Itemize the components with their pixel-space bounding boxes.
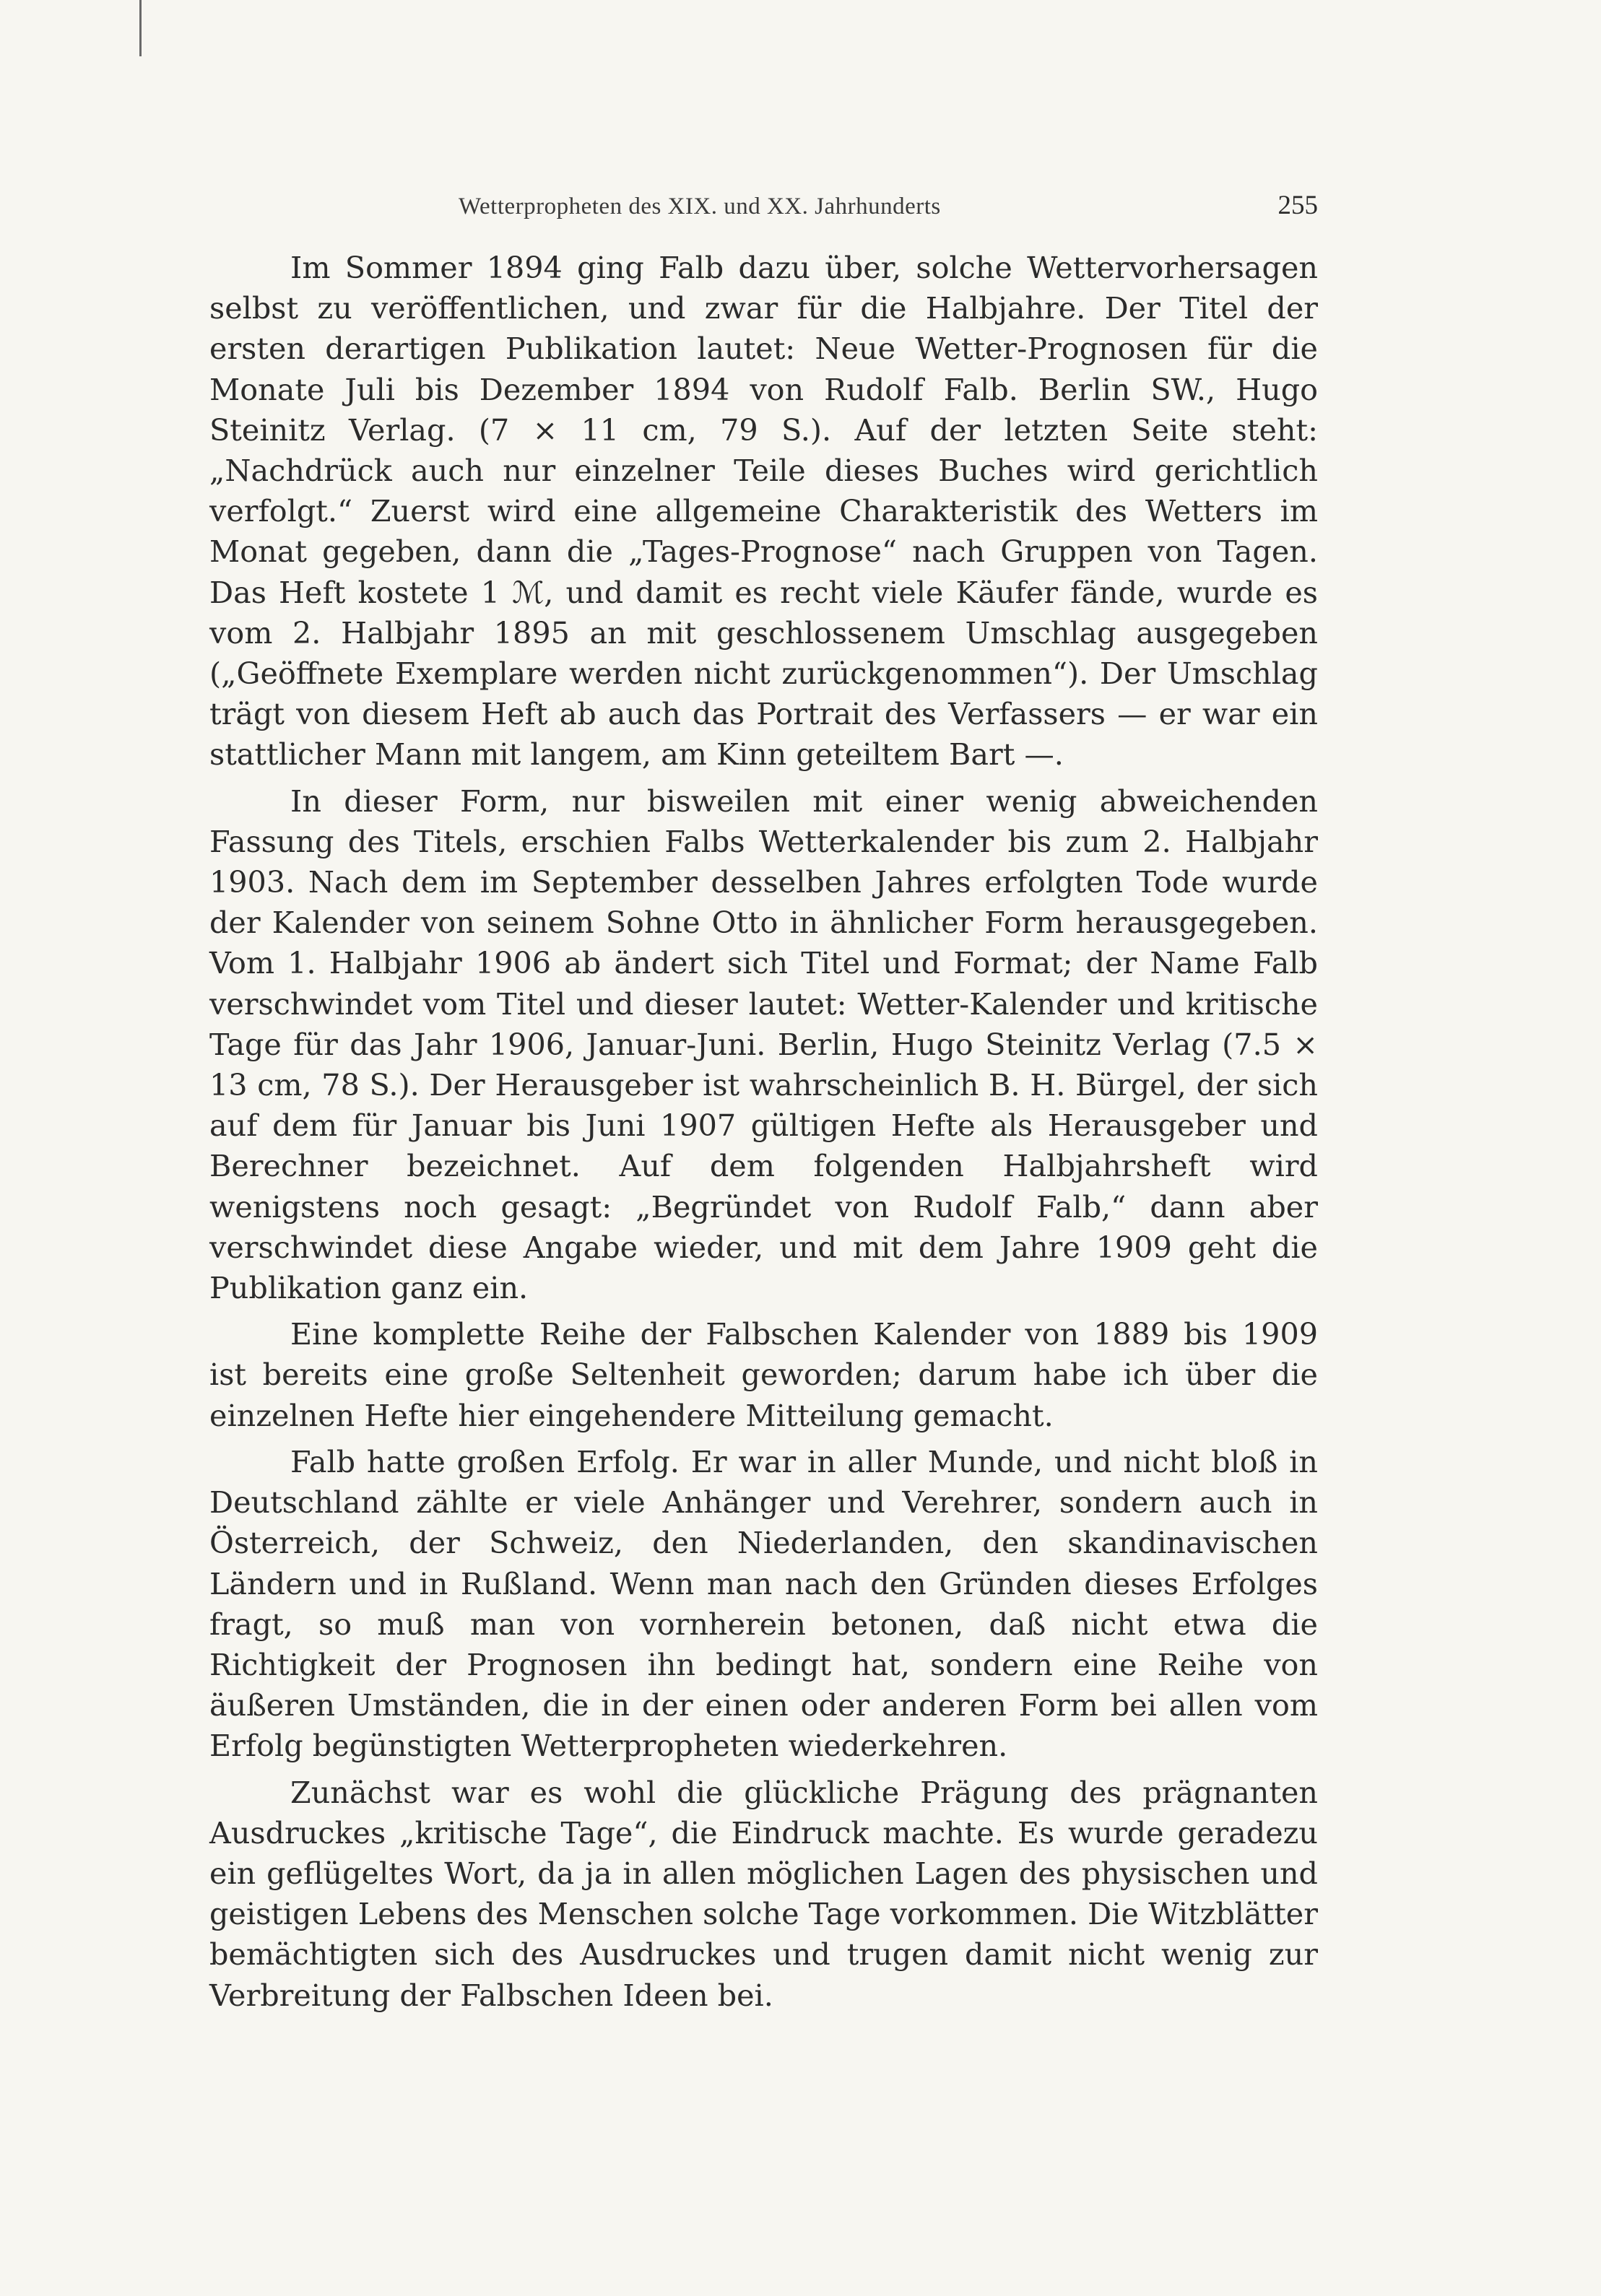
paragraph-4: Falb hatte großen Erfolg. Er war in aller Munde, und nicht bloß in Deutschland zählte er viele Anhänger und Verehrer, sondern auch in Österreich, der Schweiz, den Niederlanden, den skandinavischen Ländern und in Rußland. Wenn man nach den Gründen dieses Erfolges fragt, so muß man von vornherein betonen, daß nicht etwa die Richtigkeit der Prognosen ihn bedingt hat, sondern eine Reihe von äußeren Umständen, die in der einen oder anderen Form bei allen vom Erfolg begünstigten Wetterpropheten wiederkehren.: [209, 1444, 1318, 1764]
paragraph-5: Zunächst war es wohl die glückliche Prägung des prägnanten Ausdruckes „kritische Tage“, die Eindruck machte. Es wurde geradezu ein geflügeltes Wort, da ja in allen möglichen Lagen des physischen und geistigen Lebens des Menschen solche Tage vorkommen. Die Witzblätter bemächtigten sich des Ausdruckes und trugen damit nicht wenig zur Verbreitung der Falbschen Ideen bei.: [209, 1775, 1318, 2013]
body-text: [209, 248, 1318, 2022]
page-header: [209, 190, 1318, 226]
running-head: Wetterpropheten des XIX. und XX. Jahrhunderts: [459, 193, 941, 219]
paragraph-2: In dieser Form, nur bisweilen mit einer wenig abweichenden Fassung des Titels, erschien Falbs Wetterkalender bis zum 2. Halbjahr 1903. Nach dem im September desselben Jahres erfolgten Tode wurde der Kalender von seinem Sohne Otto in ähnlicher Form herausgegeben. Vom 1. Halbjahr 1906 ab ändert sich Titel und Format; der Name Falb verschwindet vom Titel und dieser lautet: Wetter-Kalender und kritische Tage für das Jahr 1906, Januar-Juni. Berlin, Hugo Steinitz Verlag (7.5 × 13 cm, 78 S.). Der Herausgeber ist wahrscheinlich B. H. Bürgel, der sich auf dem für Januar bis Juni 1907 gültigen Hefte als Herausgeber und Berechner bezeichnet. Auf dem folgenden Halbjahrsheft wird wenigstens noch gesagt: „Begründet von Rudolf Falb,“ dann aber verschwindet diese Angabe wieder, und mit dem Jahre 1909 geht die Publikation ganz ein.: [209, 783, 1318, 1306]
page-number: 255: [1277, 191, 1318, 220]
paragraph-1: Im Sommer 1894 ging Falb dazu über, solche Wettervorhersagen selbst zu veröffentlichen, und zwar für die Halbjahre. Der Titel der ersten derartigen Publikation lautet: Neue Wetter-Prognosen für die Monate Juli bis Dezember 1894 von Rudolf Falb. Berlin SW., Hugo Steinitz Verlag. (7 × 11 cm, 79 S.). Auf der letzten Seite steht: „Nachdrück auch nur einzelner Teile dieses Buches wird gerichtlich verfolgt.“ Zuerst wird eine allgemeine Charakteristik des Wetters im Monat gegeben, dann die „Tages-Prognose“ nach Gruppen von Tagen. Das Heft kostete 1 ℳ, und damit es recht viele Käufer fände, wurde es vom 2. Halbjahr 1895 an mit geschlossenem Umschlag ausgegeben („Geöffnete Exemplare werden nicht zurückgenommen“). Der Umschlag trägt von diesem Heft ab auch das Portrait des Verfassers — er war ein stattlicher Mann mit langem, am Kinn geteiltem Bart —.: [209, 251, 1318, 773]
scan-edge-mark: [139, 0, 142, 56]
paragraph-3: Eine komplette Reihe der Falbschen Kalender von 1889 bis 1909 ist bereits eine große Seltenheit geworden; darum habe ich über die einzelnen Hefte hier eingehendere Mitteilung gemacht.: [209, 1317, 1318, 1433]
